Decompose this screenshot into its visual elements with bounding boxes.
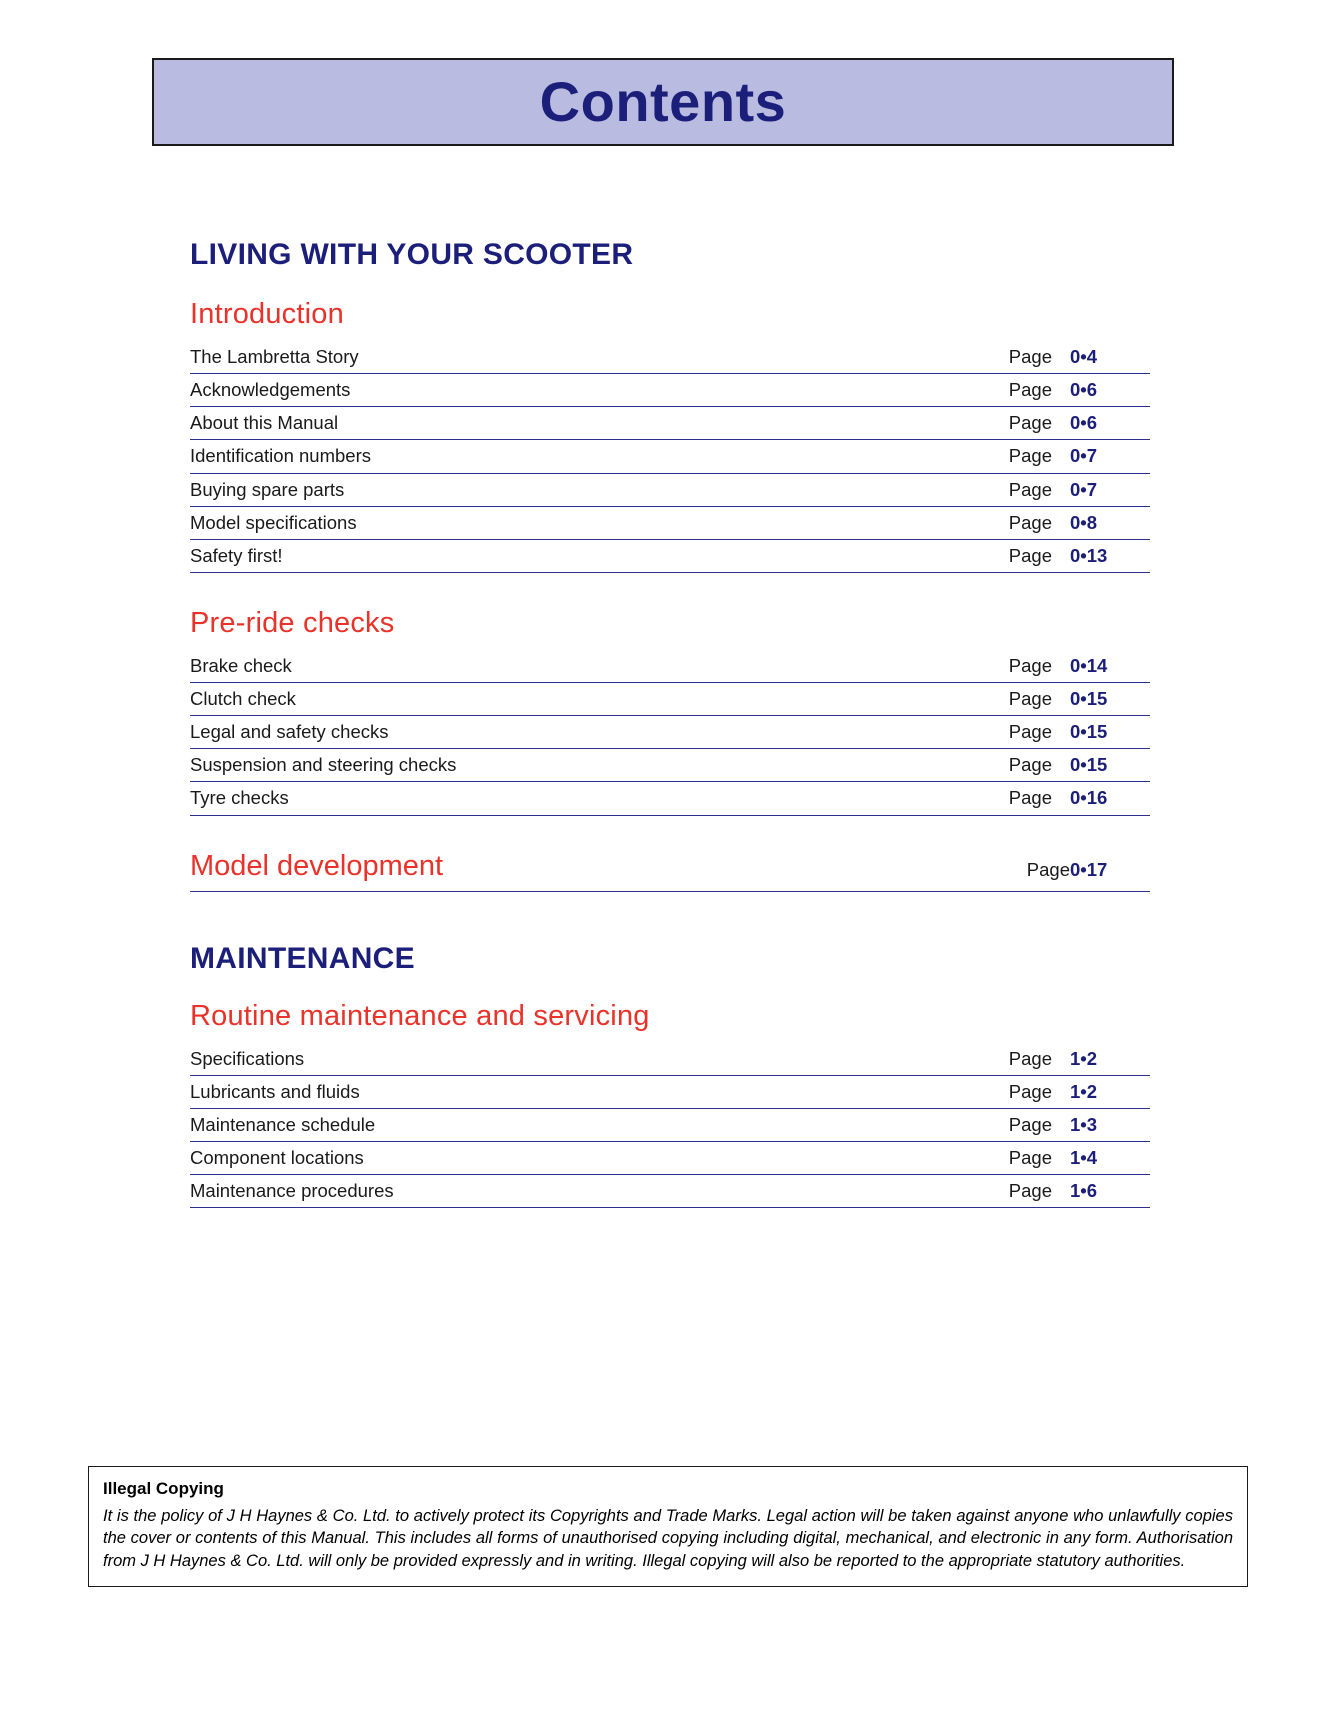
entry-page-number: 0•4 bbox=[1070, 346, 1098, 367]
table-row[interactable] bbox=[190, 749, 1150, 782]
table-row[interactable] bbox=[190, 650, 1150, 683]
entry-page-number: 0•8 bbox=[1070, 511, 1098, 533]
entry-page-number: 0•15 bbox=[1070, 754, 1108, 776]
entry-title: Lubricants and fluids bbox=[190, 1080, 360, 1102]
contents-group-pre-ride-checks bbox=[190, 607, 1150, 816]
entry-page-label: Page bbox=[1008, 346, 1052, 367]
entry-page-label: Page bbox=[1008, 412, 1052, 434]
entry-title: Maintenance schedule bbox=[190, 1113, 376, 1135]
entry-title: The Lambretta Story bbox=[190, 346, 359, 367]
entry-page-label: Page bbox=[1008, 1113, 1052, 1135]
entry-title: Tyre checks bbox=[190, 787, 289, 809]
entry-page-label: Page bbox=[1008, 654, 1052, 676]
entry-page-number: 0•6 bbox=[1070, 412, 1098, 434]
entry-title: Acknowledgements bbox=[190, 379, 351, 401]
entry-table-model-development bbox=[190, 850, 1150, 892]
contents-group-routine-maintenance bbox=[190, 1000, 1150, 1209]
entry-page-number: 0•7 bbox=[1070, 478, 1098, 500]
entry-title: Component locations bbox=[190, 1146, 364, 1168]
entry-title: Specifications bbox=[190, 1047, 305, 1069]
entry-title: Brake check bbox=[190, 654, 292, 676]
entry-page-number: 1•6 bbox=[1070, 1180, 1098, 1201]
entry-title: Maintenance procedures bbox=[190, 1180, 394, 1201]
entry-page-number: 0•17 bbox=[1070, 858, 1108, 880]
entry-page-label: Page bbox=[1008, 379, 1052, 401]
entry-title: Suspension and steering checks bbox=[190, 754, 457, 776]
table-row[interactable] bbox=[190, 782, 1150, 815]
entry-page-label: Page bbox=[1008, 1180, 1052, 1201]
entry-title: Legal and safety checks bbox=[190, 721, 389, 743]
entry-page-number: 0•7 bbox=[1070, 445, 1098, 467]
illegal-copying-notice bbox=[88, 1466, 1248, 1587]
sub-heading-model-development: Model development bbox=[190, 849, 444, 882]
table-row[interactable] bbox=[190, 1043, 1150, 1076]
notice-title: Illegal Copying bbox=[103, 1479, 224, 1498]
entry-page-number: 1•2 bbox=[1070, 1080, 1098, 1102]
table-row[interactable] bbox=[190, 539, 1150, 572]
sub-heading-routine-maintenance-and-servicing: Routine maintenance and servicing bbox=[190, 999, 650, 1032]
contents-group-introduction bbox=[190, 298, 1150, 573]
contents-body bbox=[190, 238, 1150, 1242]
entry-page-label: Page bbox=[1008, 445, 1052, 467]
table-row[interactable] bbox=[190, 1175, 1150, 1208]
entry-title: Identification numbers bbox=[190, 445, 371, 467]
entry-page-number: 1•4 bbox=[1070, 1146, 1098, 1168]
table-row[interactable] bbox=[190, 341, 1150, 374]
table-row[interactable] bbox=[190, 716, 1150, 749]
table-row[interactable] bbox=[190, 1075, 1150, 1108]
entry-page-number: 1•2 bbox=[1070, 1047, 1098, 1069]
entry-table-pre-ride-checks bbox=[190, 650, 1150, 816]
entry-title: Clutch check bbox=[190, 688, 296, 709]
entry-page-number: 1•3 bbox=[1070, 1113, 1098, 1135]
section-heading-living-with-your-scooter: LIVING WITH YOUR SCOOTER bbox=[190, 238, 634, 271]
table-row[interactable] bbox=[190, 440, 1150, 473]
entry-page-label: Page bbox=[1026, 858, 1070, 880]
entry-page-label: Page bbox=[1008, 787, 1052, 809]
contents-group-model-development bbox=[190, 850, 1150, 892]
entry-page-label: Page bbox=[1008, 1146, 1052, 1168]
entry-page-number: 0•15 bbox=[1070, 721, 1108, 743]
table-row[interactable] bbox=[190, 506, 1150, 539]
entry-title: Model specifications bbox=[190, 511, 357, 533]
entry-page-number: 0•15 bbox=[1070, 688, 1108, 709]
entry-page-number: 0•14 bbox=[1070, 654, 1108, 676]
entry-title: Safety first! bbox=[190, 544, 283, 566]
entry-page-number: 0•6 bbox=[1070, 379, 1098, 401]
entry-page-number: 0•16 bbox=[1070, 787, 1108, 809]
entry-table-introduction bbox=[190, 341, 1150, 573]
section-heading-maintenance: MAINTENANCE bbox=[190, 941, 415, 975]
entry-page-label: Page bbox=[1008, 478, 1052, 500]
entry-page-label: Page bbox=[1008, 511, 1052, 533]
notice-body: It is the policy of J H Haynes & Co. Ltd. to actively protect its Copyrights and Trade Marks. Legal action will be taken against anyone who unlawfully copies the cover or contents of this Manual. This includes all forms of unauthorised copying including digital, mechanical, and electronic in any form. Authorisation from J H Haynes & Co. Ltd. will only be provided expressly and in writing. Illegal copying will also be reported to the appropriate statutory authorities. bbox=[103, 1507, 1233, 1570]
sub-heading-pre-ride-checks: Pre-ride checks bbox=[190, 606, 395, 639]
entry-title: Buying spare parts bbox=[190, 478, 345, 500]
entry-page-label: Page bbox=[1008, 688, 1052, 709]
entry-page-label: Page bbox=[1008, 544, 1052, 566]
table-row[interactable] bbox=[190, 850, 1150, 892]
entry-page-label: Page bbox=[1008, 1047, 1052, 1069]
entry-title: About this Manual bbox=[190, 412, 339, 434]
table-row[interactable] bbox=[190, 683, 1150, 716]
table-row[interactable] bbox=[190, 1108, 1150, 1141]
table-row[interactable] bbox=[190, 1141, 1150, 1174]
entry-page-number: 0•13 bbox=[1070, 544, 1108, 566]
page-header-banner bbox=[152, 58, 1174, 146]
page-title: Contents bbox=[539, 70, 787, 133]
entry-page-label: Page bbox=[1008, 721, 1052, 743]
table-row[interactable] bbox=[190, 374, 1150, 407]
table-row[interactable] bbox=[190, 407, 1150, 440]
sub-heading-introduction: Introduction bbox=[190, 298, 344, 330]
entry-table-routine-maintenance bbox=[190, 1043, 1150, 1209]
table-row[interactable] bbox=[190, 473, 1150, 506]
entry-page-label: Page bbox=[1008, 754, 1052, 776]
entry-page-label: Page bbox=[1008, 1080, 1052, 1102]
